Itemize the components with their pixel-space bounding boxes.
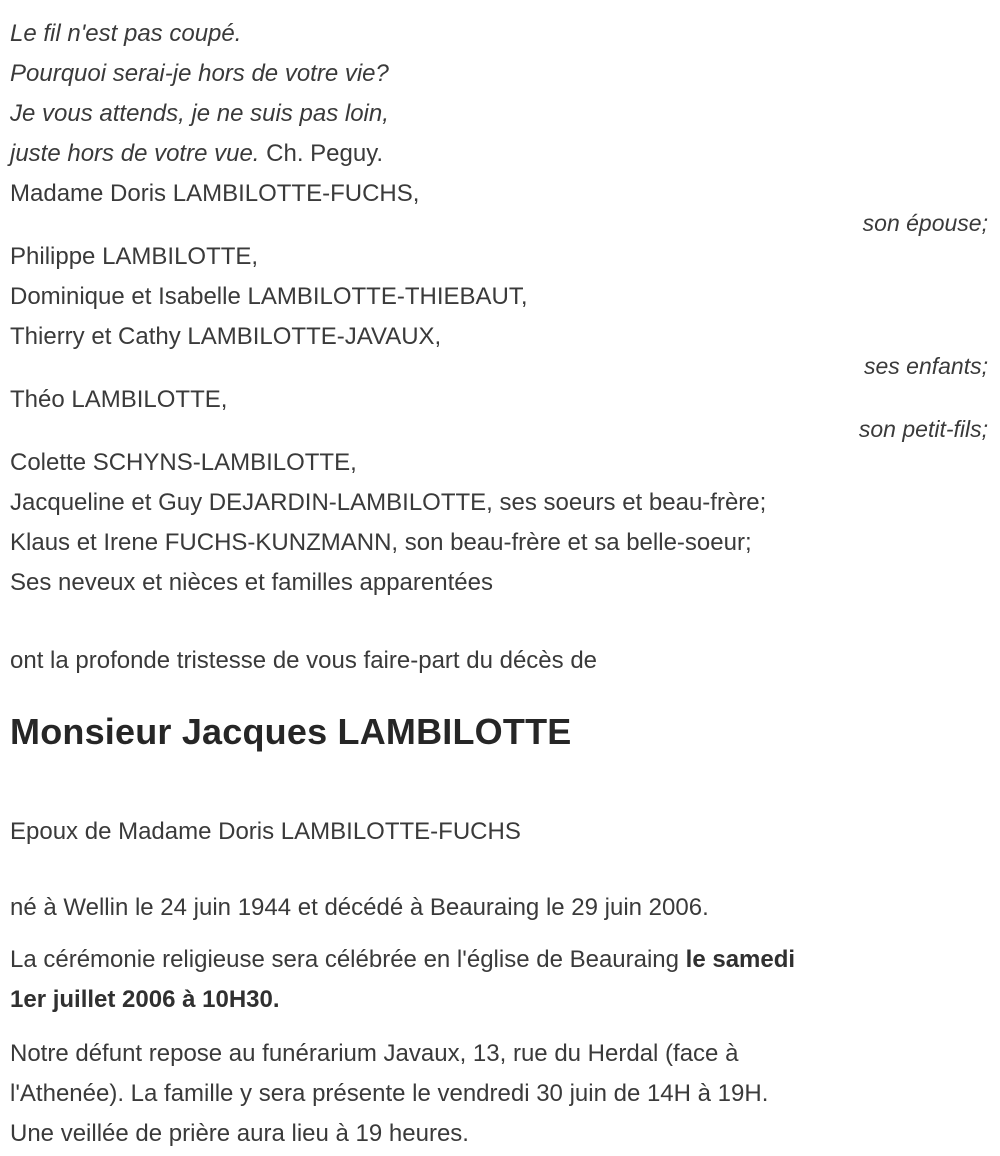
- family-name-child: Dominique et Isabelle LAMBILOTTE-THIEBAUT,: [10, 283, 528, 310]
- quote-attribution: Ch. Peguy.: [266, 140, 384, 167]
- family-name-extended: Jacqueline et Guy DEJARDIN-LAMBILOTTE, ses soeurs et beau-frère;: [10, 489, 767, 516]
- family-name-spouse: Madame Doris LAMBILOTTE-FUCHS,: [10, 180, 420, 207]
- quote-line: Pourquoi serai-je hors de votre vie?: [10, 60, 389, 87]
- family-relation-grandson: son petit-fils;: [858, 416, 988, 442]
- family-relation-spouse: son épouse;: [862, 210, 988, 236]
- quote-line: Le fil n'est pas coupé.: [10, 20, 242, 47]
- family-name-child: Thierry et Cathy LAMBILOTTE-JAVAUX,: [10, 323, 442, 350]
- repose-line: Notre défunt repose au funérarium Javaux, 13, rue du Herdal (face à: [10, 1040, 739, 1067]
- ceremony-date-start: le samedi: [685, 946, 796, 973]
- deceased-name: Monsieur Jacques LAMBILOTTE: [10, 711, 572, 752]
- quote-line: juste hors de votre vue.: [10, 140, 260, 167]
- birth-death-line: né à Wellin le 24 juin 1944 et décédé à Beauraing le 29 juin 2006.: [10, 894, 709, 921]
- ceremony-date-end: 1er juillet 2006 à 10H30.: [10, 986, 280, 1013]
- opening-quote: [10, 14, 988, 174]
- repose-section: [10, 1034, 988, 1154]
- family-name-child: Philippe LAMBILOTTE,: [10, 243, 259, 270]
- family-name-extended: Colette SCHYNS-LAMBILOTTE,: [10, 449, 357, 476]
- spouse-line: Epoux de Madame Doris LAMBILOTTE-FUCHS: [10, 818, 521, 845]
- quote-line: Je vous attends, je ne suis pas loin,: [10, 100, 389, 127]
- family-list: [10, 174, 988, 603]
- ceremony-line: [10, 940, 988, 980]
- repose-line: Une veillée de prière aura lieu à 19 heures.: [10, 1120, 469, 1147]
- ceremony-datetime-line: [10, 980, 988, 1020]
- announcement-line: ont la profonde tristesse de vous faire-part du décès de: [10, 647, 598, 674]
- family-relation-children: ses enfants;: [863, 353, 988, 379]
- family-name-extended: Ses neveux et nièces et familles apparentées: [10, 569, 493, 596]
- repose-line: l'Athenée). La famille y sera présente le vendredi 30 juin de 14H à 19H.: [10, 1080, 769, 1107]
- quote-line-with-attribution: [10, 134, 988, 174]
- family-name-extended: Klaus et Irene FUCHS-KUNZMANN, son beau-frère et sa belle-soeur;: [10, 529, 752, 556]
- family-name-grandson: Théo LAMBILOTTE,: [10, 386, 228, 413]
- ceremony-text: La cérémonie religieuse sera célébrée en l'église de Beauraing: [10, 946, 679, 973]
